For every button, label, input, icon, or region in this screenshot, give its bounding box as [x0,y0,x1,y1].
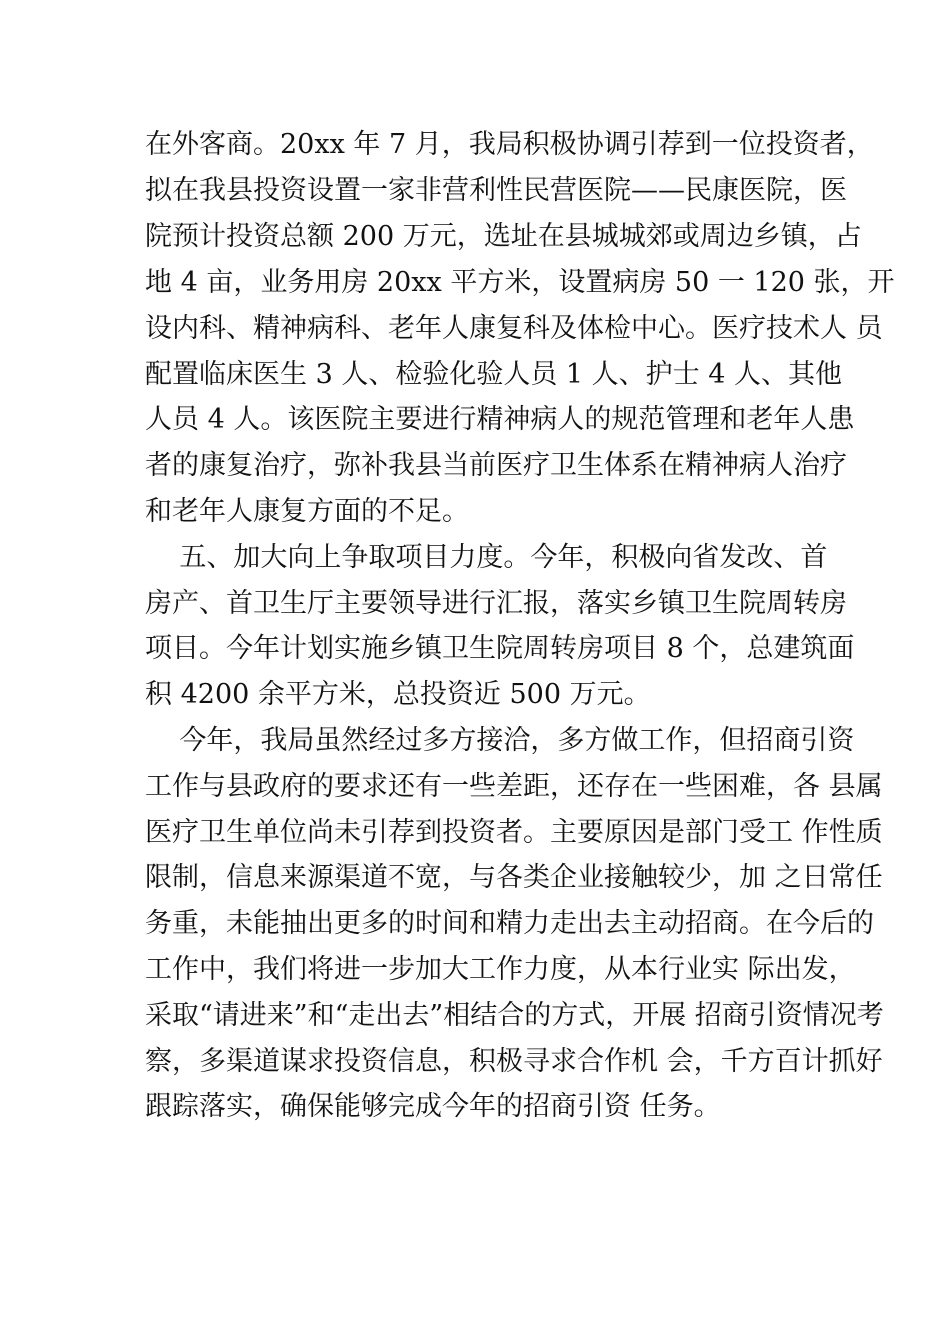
text-line: 和老年人康复方面的不足。 [145,496,469,527]
text-line: 地 4 亩，业务用房 20xx 平方米，设置病房 50 一 120 张，开 [145,267,895,298]
text-line: 项目。今年计划实施乡镇卫生院周转房项目 8 个，总建筑面 [145,633,855,664]
paragraph-5-line-1: 五、加大向上争取项目力度。今年，积极向省发改、首 [145,542,828,573]
text-line: 人员 4 人。该医院主要进行精神病人的规范管理和老年人患 [145,404,855,435]
text-line: 工作中，我们将进一步加大工作力度，从本行业实 际出发， [145,954,856,985]
text-line: 跟踪落实，确保能够完成今年的招商引资 任务。 [145,1091,721,1122]
text-line: 采取“请进来”和“走出去”相结合的方式，开展 招商引资情况考 [145,1000,884,1031]
text-line: 院预计投资总额 200 万元，选址在县城城郊或周边乡镇，占 [145,221,862,252]
text-line: 在外客商。20xx 年 7 月，我局积极协调引荐到一位投资者， [145,129,874,160]
text-line: 察，多渠道谋求投资信息，积极寻求合作机 会，千方百计抓好 [145,1046,883,1077]
text-line: 务重，未能抽出更多的时间和精力走出去主动招商。在今后的 [145,908,874,939]
text-line: 积 4200 余平方米，总投资近 500 万元。 [145,679,651,710]
text-line: 拟在我县投资设置一家非营利性民营医院——民康医院，医 [145,175,847,206]
text-line: 者的康复治疗，弥补我县当前医疗卫生体系在精神病人治疗 [145,450,847,481]
text-line: 医疗卫生单位尚未引荐到投资者。主要原因是部门受工 作性质 [145,817,883,848]
text-line: 设内科、精神病科、老年人康复科及体检中心。医疗技术人 员 [145,313,883,344]
text-line: 房产、首卫生厅主要领导进行汇报，落实乡镇卫生院周转房 [145,588,847,619]
text-line: 限制，信息来源渠道不宽，与各类企业接触较少，加 之日常任 [145,862,883,893]
paragraph-6-line-1: 今年，我局虽然经过多方接洽，多方做工作，但招商引资 [145,725,855,756]
text-line: 工作与县政府的要求还有一些差距，还存在一些困难，各 县属 [145,771,883,802]
text-line: 配置临床医生 3 人、检验化验人员 1 人、护士 4 人、其他 [145,359,843,390]
